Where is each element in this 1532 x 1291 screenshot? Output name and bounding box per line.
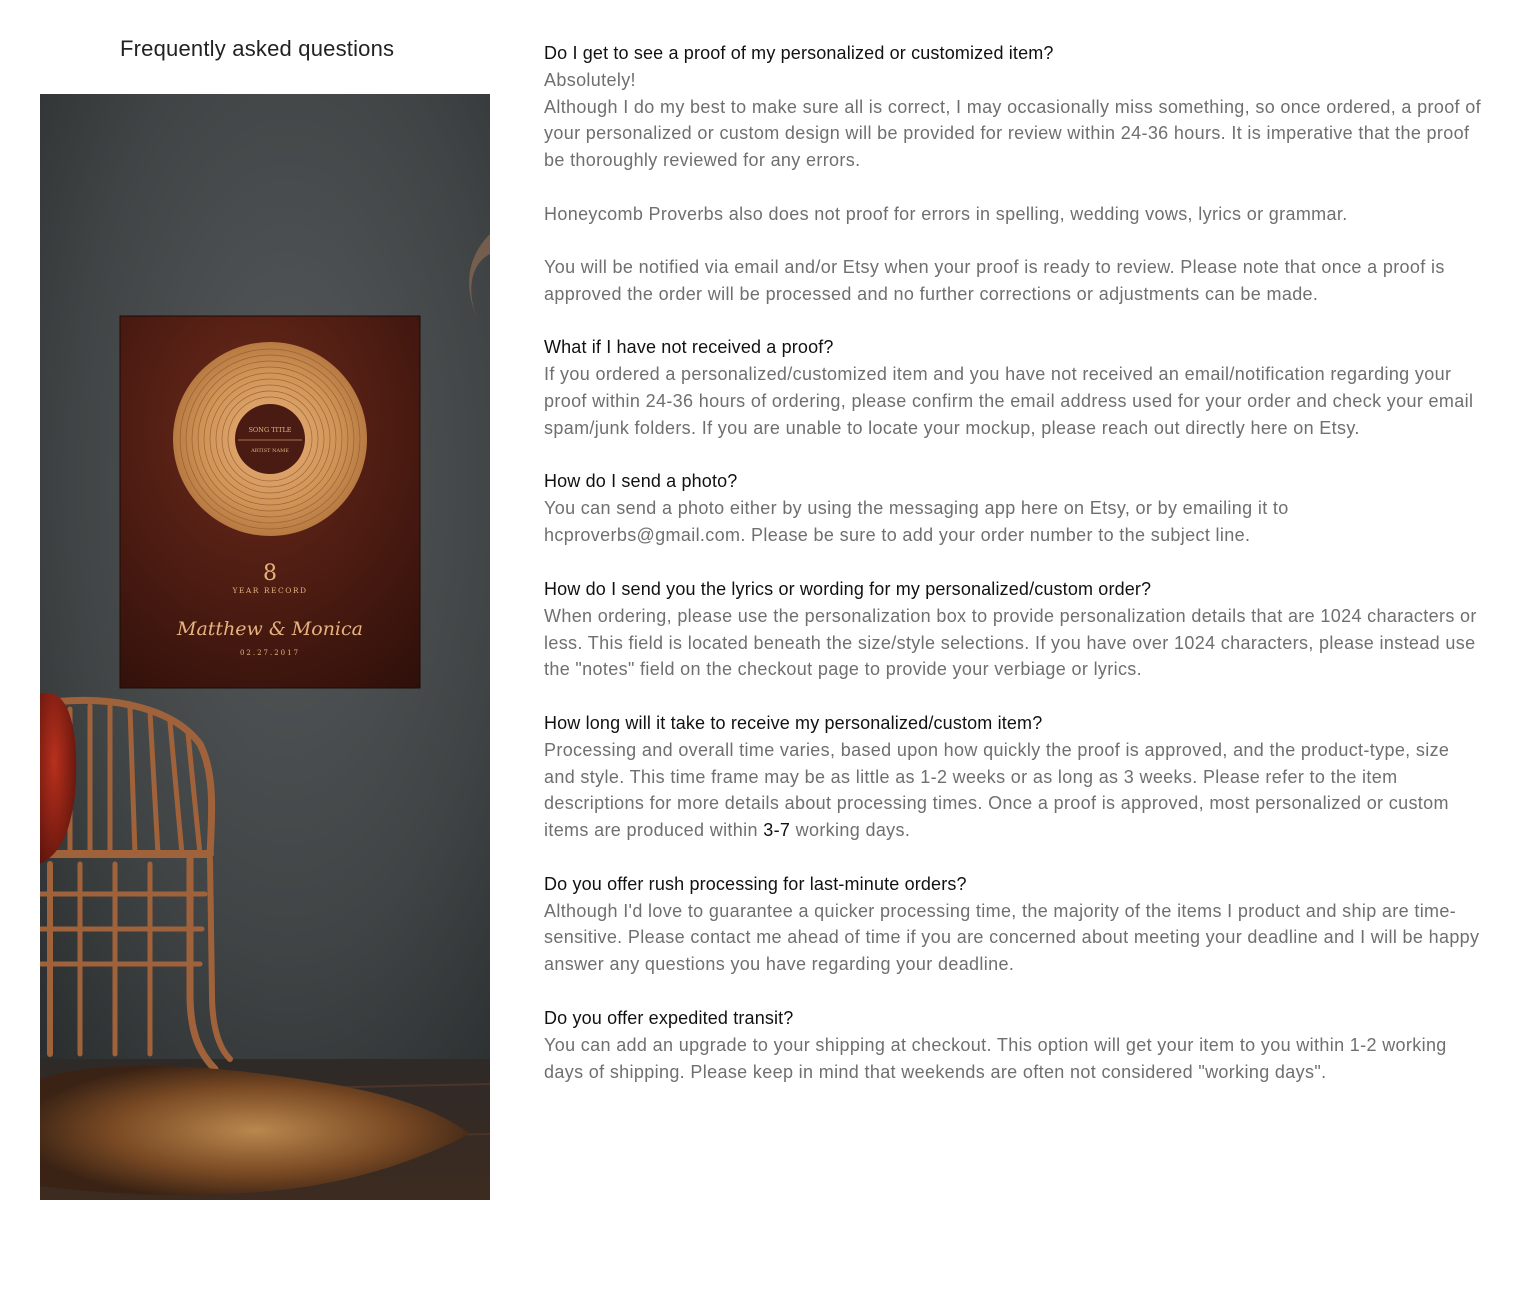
faq-answer-paragraph: You can add an upgrade to your shipping at checkout. This option will get your item to you within 1-2 working days of shipping. Please keep in mind that weekends are often not considered "working days".: [544, 1034, 1447, 1082]
record-label: [235, 404, 305, 474]
record-song-title: SONG TITLE: [248, 426, 292, 434]
faq-list: [544, 40, 1484, 1085]
faq-question: Do you offer rush processing for last-minute orders?: [544, 873, 967, 894]
faq-answer: [544, 737, 1484, 844]
faq-item: [544, 1005, 1484, 1085]
faq-answer-paragraph: If you ordered a personalized/customized item and you have not received an email/notification regarding your proof within 24-36 hours of ordering, please confirm the email address used for your order and check your email spam/junk folders. If you are unable to locate your mockup, please reach out directly here on Etsy.: [544, 364, 1474, 438]
product-photo: [40, 94, 490, 1200]
product-photo-scene: [40, 94, 490, 1200]
faq-answer: [544, 603, 1484, 683]
faq-answer: [544, 495, 1484, 548]
print-date: 02.27.2017: [239, 649, 301, 657]
faq-item: [544, 576, 1484, 683]
faq-item: [544, 334, 1484, 441]
faq-question: Do I get to see a proof of my personalized or customized item?: [544, 43, 1054, 63]
faq-answer-paragraph: [544, 737, 1484, 844]
faq-answer: [544, 67, 1484, 307]
anniversary-caption: YEAR RECORD: [232, 586, 308, 595]
faq-answer: [544, 361, 1484, 441]
faq-answer-paragraph: Although I'd love to guarantee a quicker processing time, the majority of the items I product and ship are time-sensitive. Please contact me ahead of time if you are concerned about meeting your deadline and I will be happy answer any questions you have regarding your deadline.: [544, 900, 1480, 975]
faq-answer: [544, 1032, 1484, 1085]
faq-question: How do I send you the lyrics or wording for my personalized/custom order?: [544, 578, 1152, 599]
faq-answer-text: Processing and overall time varies, based upon how quickly the proof is approved, and the product-type, size and style. This time frame may be as little as 1-2 weeks or as long as 3 weeks. Please refer to the item descriptions for more details about processing times. Once a proof is approved, most personalized or custom items are produced within: [544, 739, 1450, 841]
faq-item: [544, 468, 1484, 548]
faq-answer-text: working days.: [790, 820, 911, 841]
faq-sidebar-title: Frequently asked questions: [120, 36, 395, 61]
processing-days-highlight: 3-7: [763, 820, 791, 841]
faq-question: How long will it take to receive my personalized/custom item?: [544, 712, 1043, 733]
canvas-print: [120, 316, 420, 688]
faq-answer: [544, 898, 1484, 978]
faq-answer-paragraph: Honeycomb Proverbs also does not proof for errors in spelling, wedding vows, lyrics or grammar.: [544, 203, 1348, 224]
record-artist-name: ARTIST NAME: [251, 448, 289, 454]
anniversary-number: 8: [263, 561, 277, 586]
faq-item: [544, 871, 1484, 978]
faq-question: What if I have not received a proof?: [544, 337, 834, 358]
faq-item: [544, 710, 1484, 844]
couple-names: Matthew & Monica: [177, 618, 363, 640]
faq-answer-paragraph: You will be notified via email and/or Etsy when your proof is ready to review. Please note that once a proof is approved the order will be processed and no further corrections or adjustments can be made.: [544, 256, 1445, 304]
faq-answer-paragraph: You can send a photo either by using the messaging app here on Etsy, or by emailing it to hcproverbs@gmail.com. Please be sure to add your order number to the subject line.: [544, 498, 1289, 546]
faq-answer-paragraph: When ordering, please use the personalization box to provide personalization details that are 1024 characters or less. This field is located beneath the size/style selections. If you have over 1024 characters, please instead use the "notes" field on the checkout page to provide your verbiage or lyrics.: [544, 605, 1477, 680]
faq-question: How do I send a photo?: [544, 471, 738, 492]
faq-answer-paragraph: Absolutely! Although I do my best to make sure all is correct, I may occasionally miss something, so once ordered, a proof of your personalized or custom design will be provided for review within 24-36 hours. It is imperative that the proof be thoroughly reviewed for any errors.: [544, 70, 1481, 171]
faq-question: Do you offer expedited transit?: [544, 1007, 794, 1028]
faq-item: [544, 40, 1484, 307]
